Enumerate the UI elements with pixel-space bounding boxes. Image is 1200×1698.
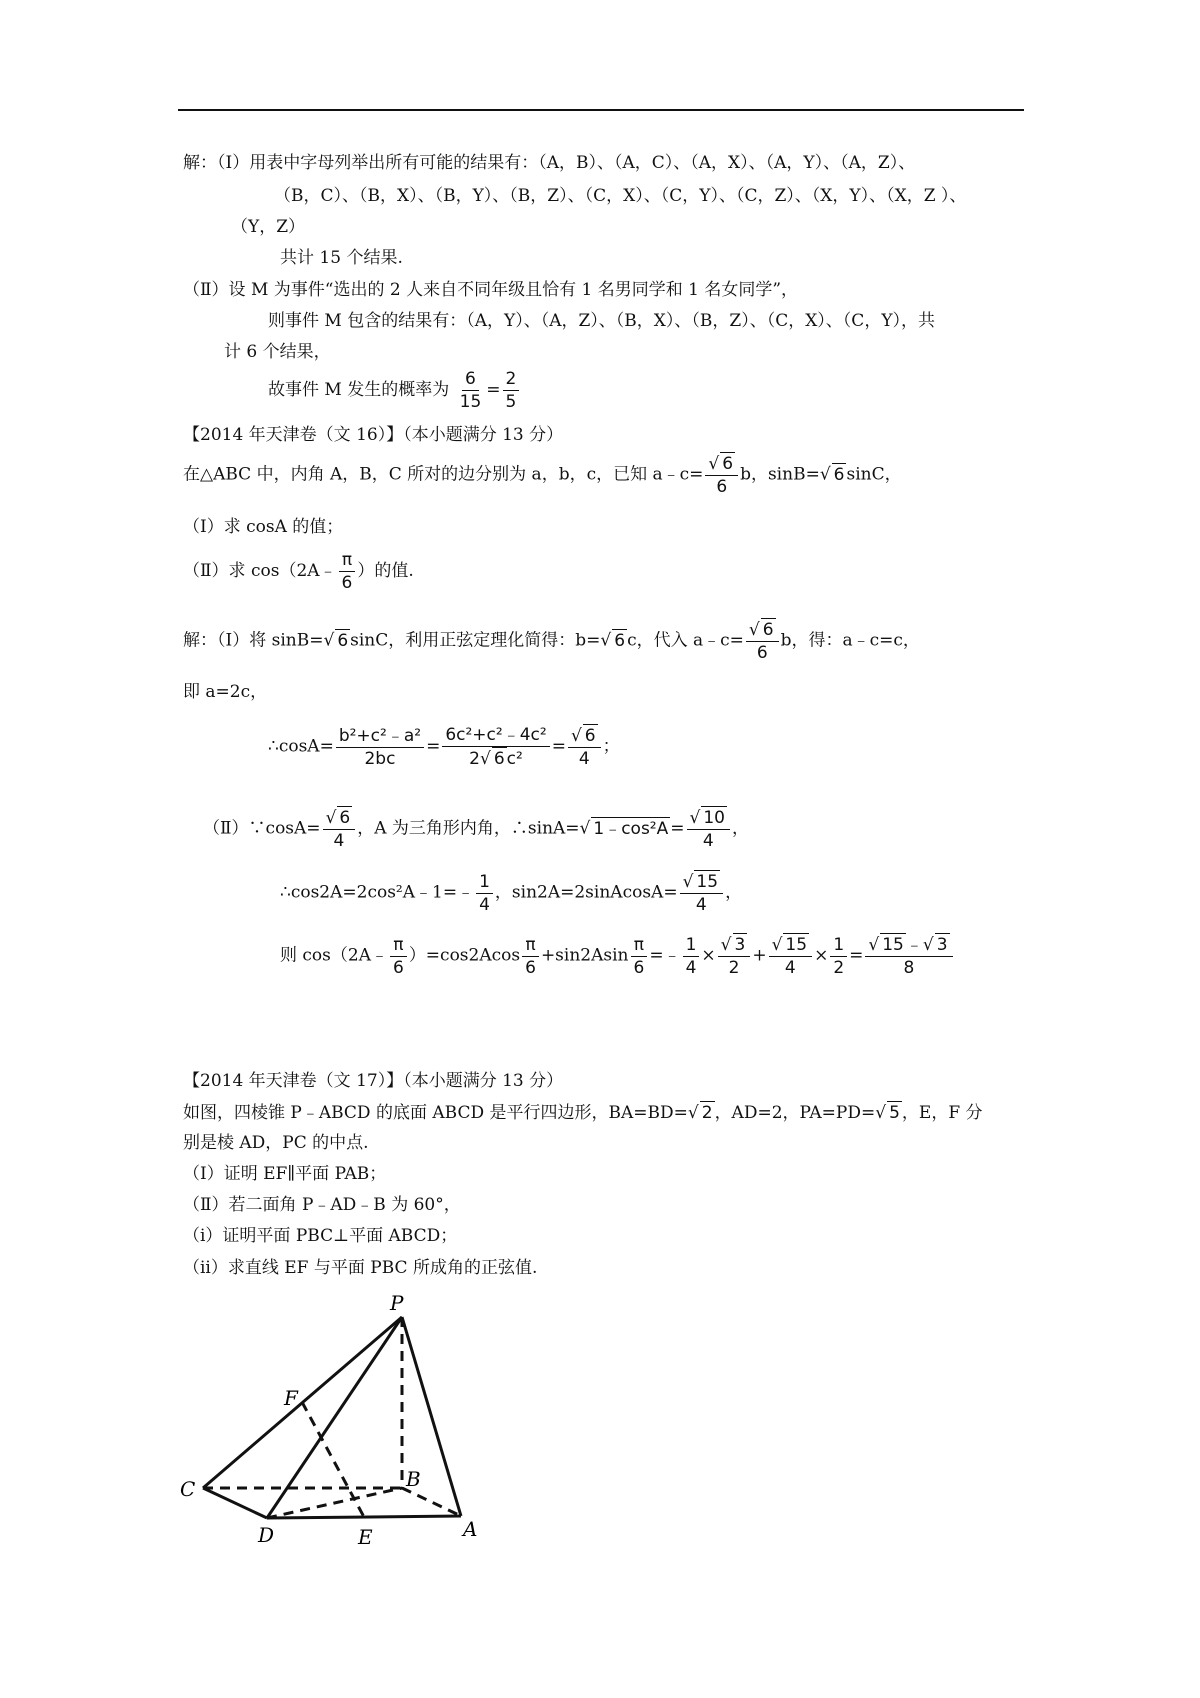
num: 1 [683, 934, 700, 957]
num: 1 [830, 934, 847, 957]
fraction-sqrt3-2: $\frac{√ 3}{2}$ [718, 933, 751, 979]
radicand: 3 [734, 935, 746, 955]
fraction-sqrt6-4: $\frac{√ 6}{4}$ [323, 806, 356, 852]
den: 2 [728, 958, 740, 978]
q17-line4: （Ⅱ）若二面角 P﹣AD﹣B 为 60°， [183, 1195, 461, 1215]
q17-header: 【2014 年天津卷（文 17）】（本小题满分 13 分） [183, 1071, 564, 1091]
fraction-substituted: $\frac{\text{6c²+c²﹣4c²}}{\text{2√ 6 c²}}$ [442, 724, 549, 770]
radicand: 1﹣cos²A [593, 818, 669, 839]
fraction-6-15 [457, 368, 485, 413]
text: ∴cosA= [268, 736, 334, 757]
text: 解：（Ⅰ）将 sinB= [183, 630, 324, 651]
num: 6 [462, 368, 479, 391]
q17-line2: 别是棱 AD，PC 的中点. [183, 1133, 369, 1153]
den: 4 [578, 749, 590, 769]
q17-line6: （ii）求直线 EF 与平面 PBC 所成角的正弦值. [183, 1258, 538, 1278]
label-A: A [463, 1517, 478, 1541]
fraction-sqrt10-4: $\frac{√ 10}{4}$ [687, 806, 730, 852]
sol16-part2-line2 [280, 870, 742, 916]
text: b，得：a﹣c=c， [780, 630, 920, 651]
text: ）=cos2Acos [408, 945, 521, 966]
den: 5 [505, 392, 517, 412]
text: 则 cos（2A﹣ [280, 945, 388, 966]
den-coef: 2 [469, 749, 480, 769]
den: 8 [903, 958, 915, 978]
radicand: 2 [701, 1103, 713, 1123]
num: 6c²+c²﹣4c² [442, 724, 549, 747]
radicand: 6 [762, 620, 774, 640]
solution1-line7: 计 6 个结果， [224, 342, 331, 362]
sol16-part2-line1: （Ⅱ）∵cosA= $\frac{√ 6}{4}$ ，A 为三角形内角，∴sinA=√ 1﹣cos²A = $\frac{√ 10}{4}$ ， [203, 808, 749, 851]
label-C: C [180, 1477, 196, 1501]
fraction-law-of-cosines [336, 725, 424, 770]
text: b，sinB= [740, 464, 820, 485]
den: 4 [333, 831, 345, 851]
text: ，E，F 分 [901, 1103, 983, 1123]
label-D: D [258, 1523, 275, 1547]
fraction-2-5 [503, 368, 520, 413]
header-rule [178, 109, 1024, 111]
num: 1 [476, 871, 493, 894]
fraction-sqrt15-4: $\frac{√ 15}{4}$ [680, 870, 723, 916]
solution1-line3: （Y，Z） [231, 217, 306, 237]
radicand: 6 [339, 808, 351, 828]
text: ； [602, 736, 620, 757]
radicand: 6 [722, 454, 734, 474]
q16-part2 [183, 549, 414, 594]
fraction-sqrt15-4: $\frac{√ 15}{4}$ [769, 933, 812, 979]
fraction-pi-6 [339, 549, 356, 594]
fraction-sqrt6-6: $\frac{√ 6}{6}$ [746, 618, 779, 664]
radicand: 6 [584, 726, 596, 746]
text: sinC，利用正弦定理化简得：b= [350, 630, 601, 651]
den: 6 [756, 643, 768, 663]
den: 4 [479, 894, 490, 915]
solution1-line5: （Ⅱ）设 M 为事件“选出的 2 人来自不同年级且恰有 1 名男同学和 1 名女同学”， [183, 280, 799, 300]
label-F: F [284, 1386, 298, 1410]
fraction-pi-6 [631, 934, 648, 979]
text: ，sin2A=2sinAcosA= [494, 882, 678, 903]
pyramid-figure [170, 1290, 500, 1590]
text: ）的值. [357, 561, 414, 581]
q17-line3: （Ⅰ）证明 EF∥平面 PAB； [183, 1164, 387, 1184]
text: ∴cos2A=2cos²A﹣1=﹣ [280, 882, 475, 903]
fraction-pi-6 [522, 934, 539, 979]
text: ，AD=2，PA=PD= [714, 1103, 876, 1123]
text: +sin2Asin [540, 945, 629, 966]
den: 4 [695, 895, 707, 915]
q17-line5: （i）证明平面 PBC⊥平面 ABCD； [183, 1226, 458, 1246]
den: 6 [341, 573, 353, 593]
den: 6 [392, 957, 404, 978]
probability-prefix: 故事件 M 发生的概率为 [268, 380, 450, 400]
label-P: P [390, 1291, 404, 1315]
text: （Ⅱ）求 cos（2A﹣ [183, 561, 337, 581]
solution1-line6: 则事件 M 包含的结果有：（A，Y）、（A，Z）、（B，X）、（B，Z）、（C，X）、（C，Y），共 [268, 311, 936, 331]
den: 15 [459, 392, 482, 412]
radicand: 5 [889, 1103, 900, 1123]
text: ，A 为三角形内角，∴sinA= [357, 818, 580, 839]
q16-part1: （Ⅰ）求 cosA 的值； [183, 517, 344, 537]
den-post: c² [506, 749, 523, 769]
solution1-line4: 共计 15 个结果. [280, 248, 403, 268]
fraction-pi-6 [390, 934, 407, 979]
q16-condition: 在△ABC 中，内角 A，B，C 所对的边分别为 a，b，c，已知 a﹣c= $\frac{√ 6}{6}$ b，sinB=√ 6 sinC， [183, 454, 902, 497]
den: 4 [702, 831, 714, 851]
text: 如图，四棱锥 P﹣ABCD 的底面 ABCD 是平行四边形，BA=BD= [183, 1103, 688, 1123]
radicand: 6 [614, 630, 626, 651]
minus: ﹣ [905, 935, 923, 955]
text: ， [732, 818, 749, 839]
den: 4 [784, 958, 796, 978]
sol16-line1: 解：（Ⅰ）将 sinB=√ 6 sinC，利用正弦定理化简得：b=√ 6 c，代入 a﹣c= $\frac{√ 6}{6}$ b，得：a﹣c=c， [183, 620, 920, 663]
fraction-sqrt6-4: $\frac{√ 6}{4}$ [568, 724, 601, 770]
edge-BA-dashed [402, 1488, 461, 1516]
den: 4 [685, 957, 697, 978]
den: 2 [833, 957, 845, 978]
edge-DA [267, 1516, 461, 1518]
fraction-result: $\frac{√ 15 ﹣√ 3}{8}$ [865, 933, 952, 979]
num: π [390, 934, 406, 957]
text: ， [725, 882, 743, 903]
edge-CD [203, 1488, 267, 1518]
edge-DB-dashed [267, 1488, 402, 1518]
radicand: 10 [703, 808, 725, 828]
fraction-1-4 [683, 934, 700, 979]
times: × [701, 945, 716, 966]
den: 6 [525, 957, 536, 978]
radicand: 6 [833, 464, 845, 485]
fraction-1-2 [830, 934, 847, 979]
plus: + [752, 945, 767, 966]
solution1-probability [268, 368, 521, 413]
text: =﹣ [649, 945, 681, 966]
radicand: 15 [785, 935, 808, 955]
eq: = [486, 380, 501, 400]
times: × [814, 945, 829, 966]
radicand: 15 [882, 935, 904, 955]
den: 2bc [364, 748, 396, 769]
radicand: 6 [337, 630, 349, 651]
q16-header: 【2014 年天津卷（文 16）】（本小题满分 13 分） [183, 425, 564, 445]
solution1-line1: 解：（Ⅰ）用表中字母列举出所有可能的结果有：（A，B）、（A，C）、（A，X）、（A，Y）、（A，Z）、 [183, 153, 916, 173]
sol16-cosA: ∴cosA= $\frac{\text{b²+c²﹣a²}}{2bc}$ = $\frac{\text{6c²+c²﹣4c²}}{\text{2√ 6 c²}}$ = $\frac{√ 6}{4}$ ； [268, 725, 620, 769]
text: （Ⅱ）∵cosA= [203, 818, 321, 839]
num: π [522, 934, 538, 957]
sol16-final: 则 cos（2A﹣ $\frac{\pi}{6}$ ）=cos2Acos $\frac{\pi}{6}$ +sin2Asin $\frac{\pi}{6}$ =﹣ $\frac{1}{4}$ × $\frac{√ 3}{2}$ + $\frac{√ 15}{4}$ × $\frac{1}{2}$ = $\frac{√ 15 ﹣√ 3}{8}$ [280, 933, 955, 979]
text: 在△ABC 中，内角 A，B，C 所对的边分别为 a，b，c，已知 a﹣c= [183, 464, 704, 485]
label-E: E [358, 1525, 373, 1549]
den-radicand: 6 [493, 749, 505, 769]
q17-line1: 如图，四棱锥 P﹣ABCD 的底面 ABCD 是平行四边形，BA=BD=√ 2 ，AD=2，PA=PD=√ 5 ，E，F 分 [183, 1103, 983, 1123]
solution1-line2: （B，C）、（B，X）、（B，Y）、（B，Z）、（C，X）、（C，Y）、（C，Z）、（X，Y）、（X，Z ）、 [274, 186, 967, 206]
label-B: B [406, 1467, 421, 1491]
num: π [339, 549, 355, 572]
num: 2 [503, 368, 520, 391]
num: b²+c²﹣a² [336, 725, 424, 748]
radicand: 3 [936, 935, 948, 955]
fraction-1-4 [476, 871, 493, 916]
den: 6 [716, 477, 728, 497]
text: c，代入 a﹣c= [627, 630, 744, 651]
num: π [631, 934, 647, 957]
text: sinC， [846, 464, 902, 485]
sol16-line2: 即 a=2c， [183, 682, 268, 702]
fraction-sqrt6-6: $\frac{√ 6}{6}$ [705, 452, 738, 498]
eq: = [670, 818, 685, 839]
radicand: 15 [696, 872, 719, 892]
den: 6 [633, 957, 645, 978]
